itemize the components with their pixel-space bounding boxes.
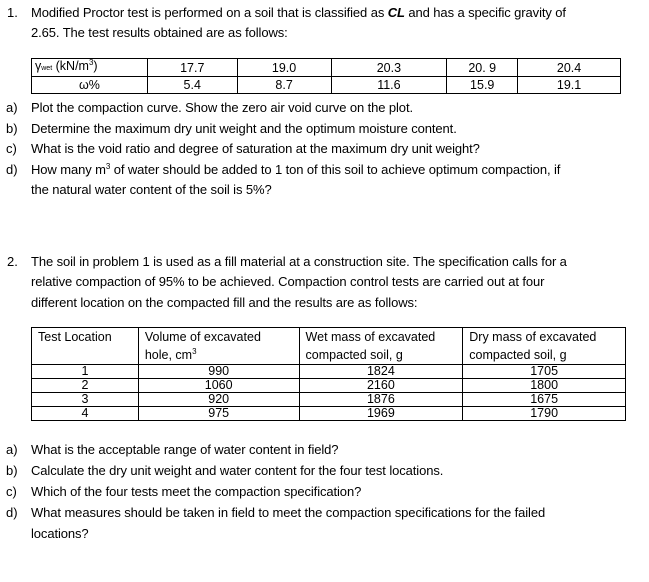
table-row [32, 407, 626, 421]
gamma-unit-close: ) [93, 59, 98, 73]
question-letter: c) [6, 484, 17, 499]
table-row [32, 77, 621, 94]
problem-2-line-2: relative compaction of 95% to be achieved. Compaction control tests are carried out at four [31, 274, 545, 289]
table-cell: 8.7 [237, 77, 331, 94]
table-cell: 4 [32, 407, 139, 421]
question-1c: What is the void ratio and degree of saturation at the maximum dry unit weight? [31, 141, 480, 156]
question-1d-continued: the natural water content of the soil is 5%? [31, 182, 272, 197]
table-cell: 20. 9 [447, 59, 518, 77]
table-cell: 1060 [138, 379, 299, 393]
water-content-label: ω% [32, 77, 148, 94]
question-text: How many m [31, 162, 106, 177]
problem-1-number: 1. [7, 5, 18, 20]
table-cell: 11.6 [331, 77, 447, 94]
table-cell: 1675 [463, 393, 626, 407]
table-cell: 1876 [299, 393, 463, 407]
header-text: Wet mass of excavated [305, 330, 436, 344]
question-2c: Which of the four tests meet the compaction specification? [31, 484, 362, 499]
table-cell: 5.4 [147, 77, 237, 94]
question-1d [31, 162, 560, 178]
table-header-row [32, 328, 626, 365]
header-wet-mass [299, 328, 463, 365]
table-cell: 1824 [299, 365, 463, 379]
question-2b: Calculate the dry unit weight and water content for the four test locations. [31, 463, 444, 478]
table-cell: 2160 [299, 379, 463, 393]
gamma-wet-label [32, 59, 148, 77]
superscript: 3 [105, 162, 111, 171]
question-text: of water should be added to 1 ton of this soil to achieve optimum compaction, if [110, 162, 561, 177]
table-cell: 3 [32, 393, 139, 407]
table-cell: 19.0 [237, 59, 331, 77]
question-letter: c) [6, 141, 17, 156]
header-text: compacted soil, g [469, 348, 567, 362]
table-cell: 1705 [463, 365, 626, 379]
table-cell: 1969 [299, 407, 463, 421]
table-cell: 20.4 [518, 59, 621, 77]
table-cell: 2 [32, 379, 139, 393]
header-text: Dry mass of excavated [469, 330, 597, 344]
problem-2-line-3: different location on the compacted fill and the results are as follows: [31, 295, 418, 310]
header-text: hole, cm [144, 348, 193, 362]
table-cell: 20.3 [331, 59, 447, 77]
table-row [32, 59, 621, 77]
problem-1-text: and has a specific gravity of [404, 5, 566, 20]
header-dry-mass [463, 328, 626, 365]
proctor-results-table [31, 58, 621, 94]
problem-1-text: Modified Proctor test is performed on a soil that is classified as [31, 5, 388, 20]
header-text: Volume of excavated [144, 330, 261, 344]
table-cell: 975 [138, 407, 299, 421]
table-cell: 920 [138, 393, 299, 407]
problem-1-line-2: 2.65. The test results obtained are as follows: [31, 25, 288, 40]
problem-2-line-1: The soil in problem 1 is used as a fill material at a construction site. The specification calls for a [31, 254, 567, 269]
compaction-control-table [31, 327, 626, 421]
table-cell: 1790 [463, 407, 626, 421]
header-text: compacted soil, g [305, 348, 403, 362]
soil-class: CL [387, 5, 405, 20]
table-cell: 1 [32, 365, 139, 379]
table-row [32, 393, 626, 407]
question-letter: b) [6, 463, 18, 478]
question-2a: What is the acceptable range of water content in field? [31, 442, 339, 457]
superscript: 3 [192, 347, 197, 356]
table-cell: 19.1 [518, 77, 621, 94]
question-2d: What measures should be taken in field to meet the compaction specifications for the failed [31, 505, 546, 520]
question-2d-continued: locations? [31, 526, 89, 541]
table-cell: 15.9 [447, 77, 518, 94]
table-cell: 1800 [463, 379, 626, 393]
gamma-symbol: γ [35, 59, 42, 73]
question-letter: a) [6, 442, 18, 457]
question-letter: a) [6, 100, 18, 115]
problem-1-line-1 [31, 5, 566, 21]
header-volume [138, 328, 299, 365]
gamma-subscript: wet [41, 65, 53, 72]
unit-superscript: 3 [88, 58, 94, 67]
gamma-unit: (kN/m [52, 59, 89, 73]
table-row [32, 379, 626, 393]
table-cell: 990 [138, 365, 299, 379]
question-letter: d) [6, 162, 18, 177]
table-cell: 17.7 [147, 59, 237, 77]
question-letter: b) [6, 121, 18, 136]
question-letter: d) [6, 505, 18, 520]
question-1b: Determine the maximum dry unit weight and the optimum moisture content. [31, 121, 457, 136]
table-row [32, 365, 626, 379]
problem-2-number: 2. [7, 254, 18, 269]
header-test-location: Test Location [32, 328, 139, 365]
question-1a: Plot the compaction curve. Show the zero air void curve on the plot. [31, 100, 413, 115]
